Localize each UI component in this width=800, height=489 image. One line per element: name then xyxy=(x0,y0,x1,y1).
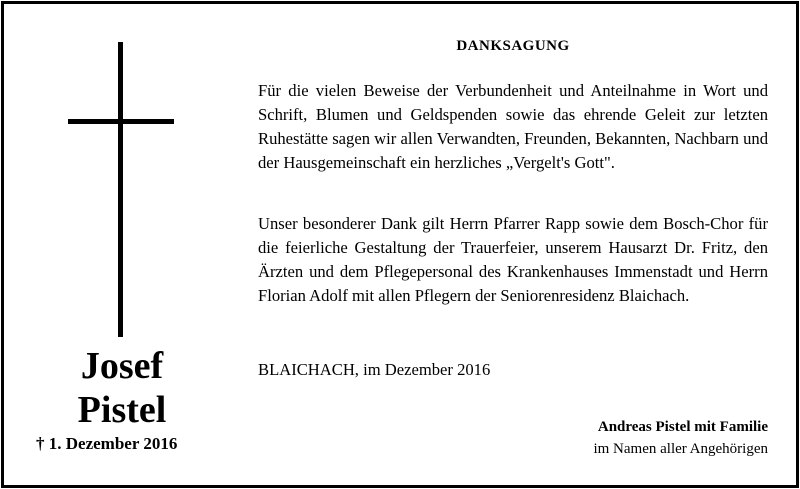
signature-family: Andreas Pistel mit Familie xyxy=(597,419,768,435)
deceased-first-name: Josef xyxy=(80,345,164,387)
signature-block xyxy=(504,416,768,460)
thanks-paragraph-1: Für die vielen Beweise der Verbundenheit und Anteilnahme in Wort und Schrift, Blumen und Geldspenden sowie das ehrende Geleit zur letzten Ruhestätte sagen wir allen Verwandten, Freunden, Bekannten, Nachbarn und der Hausgemeinschaft ein herzliches „Vergelt's Gott". xyxy=(258,81,768,172)
notice-heading: DANKSAGUNG xyxy=(456,38,570,54)
deceased-last-name: Pistel xyxy=(77,389,167,431)
death-date: † 1. Dezember 2016 xyxy=(36,434,178,453)
place-and-date: BLAICHACH, im Dezember 2016 xyxy=(258,360,491,379)
thanks-paragraph-2: Unser besonderer Dank gilt Herrn Pfarrer Rapp sowie dem Bosch-Chor für die feierliche Gestaltung der Trauerfeier, unserem Hausarzt Dr. Fritz, den Ärzten und dem Pflegepersonal des Krankenhauses Immenstadt und Herrn Florian Adolf mit allen Pflegern der Seniorenresidenz Blaichach. xyxy=(258,214,768,305)
signature-relatives: im Namen aller Angehörigen xyxy=(593,441,768,457)
cross-icon-bar xyxy=(68,119,174,124)
cross-icon xyxy=(118,42,123,337)
obituary-card xyxy=(1,1,799,488)
